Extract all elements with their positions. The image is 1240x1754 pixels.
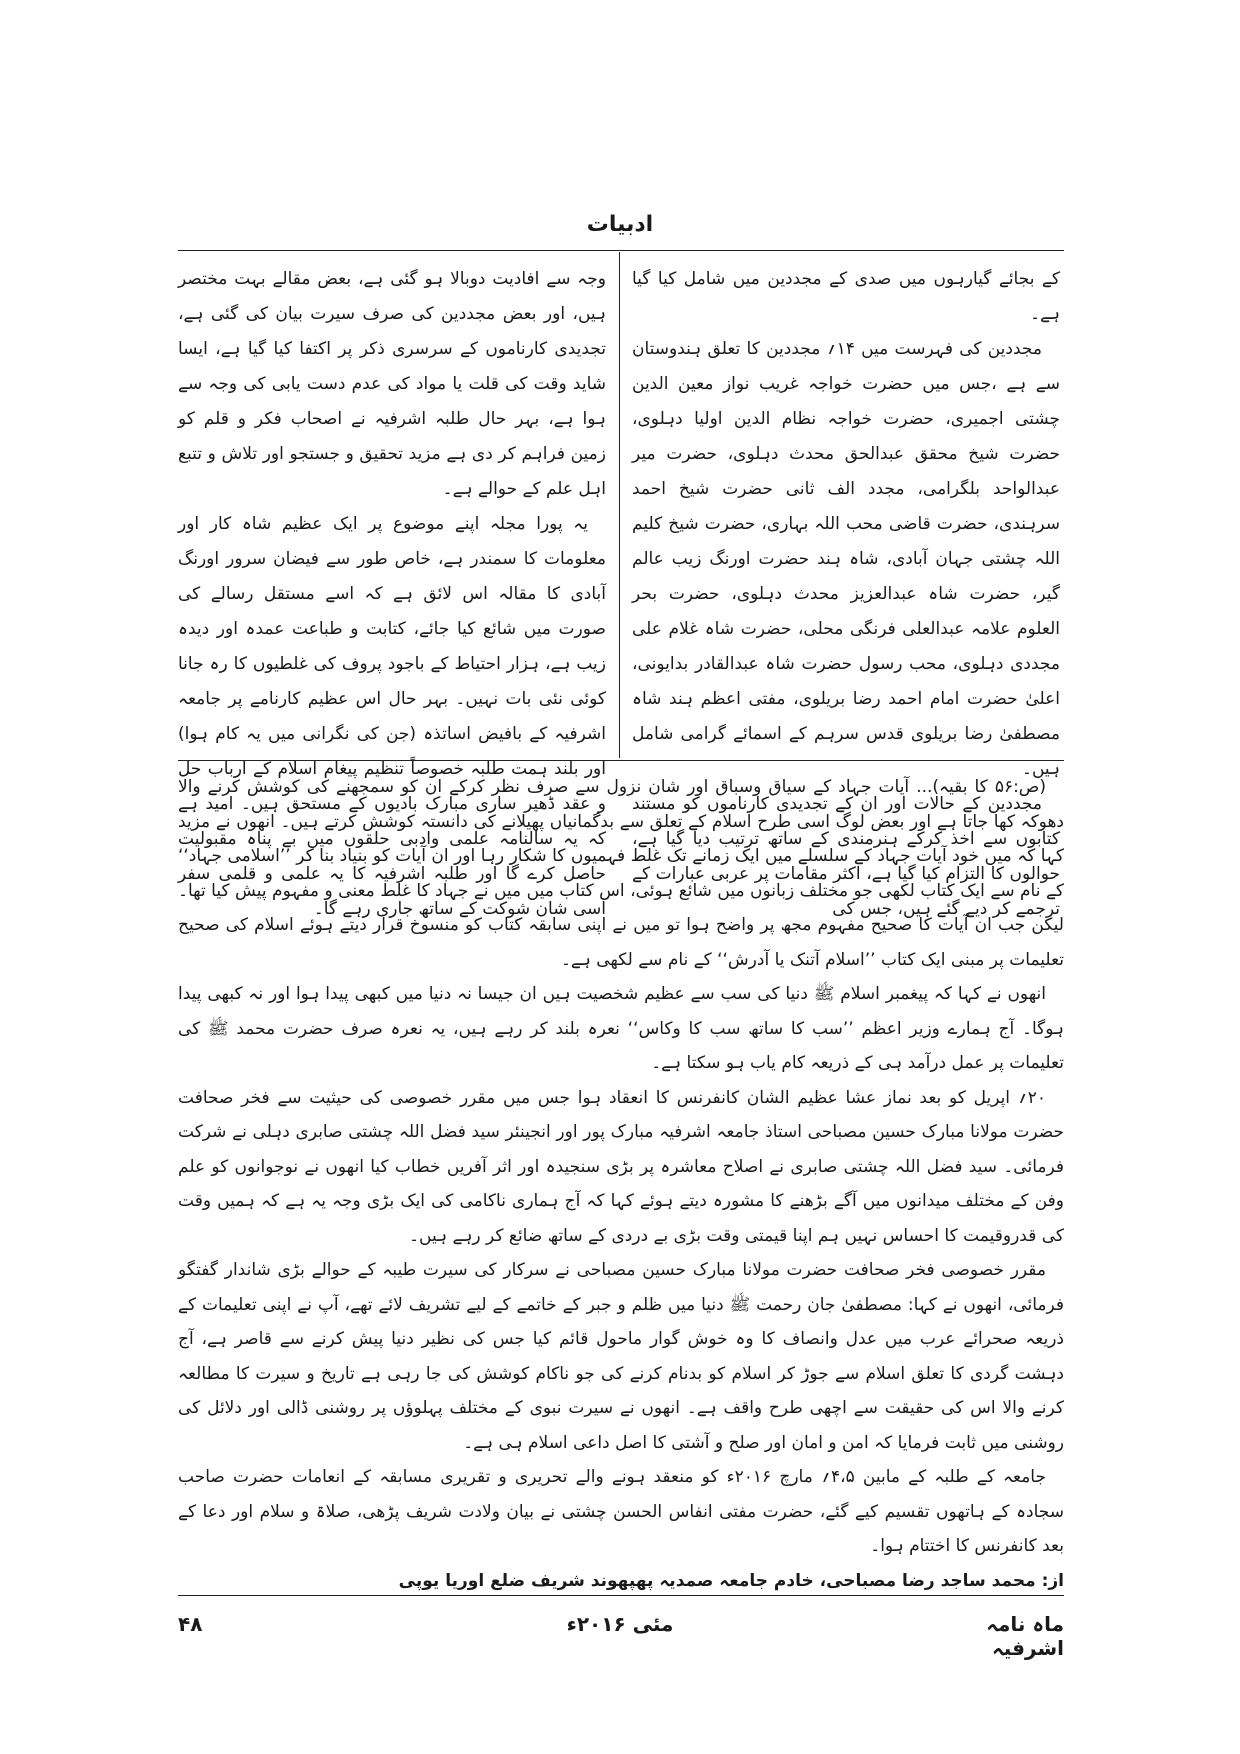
paragraph: مجددین کی فہرست میں ۱۴؍ مجددین کا تعلق ہندوستان سے ہے ،جس میں حضرت خواجہ غریب نواز معین الدین چشتی اجمیری، حضرت خواجہ نظام الدین اولیا دہلوی، حضرت شیخ محقق عبدالحق محدث دہلوی، حضرت میر عبدالواحد بلگرامی، مجدد الف ثانی حضرت شیخ احمد سرہندی، حضرت قاضی محب اللہ بہاری، حضرت شیخ کلیم اللہ چشتی جہان آبادی، شاہ ہند حضرت اورنگ زیب عالم گیر، حضرت شاہ عبدالعزیز محدث دہلوی، حضرت بحر العلوم علامہ عبدالعلی فرنگی محلی، حضرت شاہ غلام علی مجددی دہلوی، محب رسول حضرت شاہ عبدالقادر بدایونی، اعلیٰ حضرت امام احمد رضا بریلوی، مفتی اعظم ہند شاہ مصطفیٰ رضا بریلوی قدس سرہم کے اسمائے گرامی شامل ہیں۔	[632, 339, 1060, 779]
paragraph: (ص:۵۶ کا بقیہ)... آیات جہاد کے سیاق وسباق اور شان نزول سے صرف نظر کرکے ان کو سمجھنے کی کوشش کرنے والا دھوکہ کھا جاتا ہے اور بعض لوگ اسی طرح اسلام کے تعلق سے بدگمانیاں پھیلانے کی دانستہ کوشش کرتے ہیں۔ انھوں نے مزید کہا کہ میں خود آیات جہاد کے سلسلے میں ایک زمانے تک غلط فہمیوں کا شکار رہا اور ان آیات کو بنیاد بنا کر ’’اسلامی جہاد‘‘ کے نام سے ایک کتاب لکھی جو مختلف زبانوں میں شائع ہوئی، اس کتاب میں میں نے جہاد کا غلط معنی و مفہوم پیش کیا تھا۔ لیکن جب ان آیات کا صحیح مفہوم مجھ پر واضح ہوا تو میں نے اپنی سابقہ کتاب کو منسوخ قرار دیتے ہوئے اسلام کی صحیح تعلیمات پر مبنی ایک کتاب ’’اسلام آتنک یا آدرش‘‘ کے نام سے لکھی ہے۔	[178, 777, 1064, 970]
continuation-article	[178, 770, 1064, 1598]
paragraph: یہ پورا مجلہ اپنے موضوع پر ایک عظیم شاہ کار اور معلومات کا سمندر ہے، خاص طور سے فیضان سرور اورنگ آبادی کا مقالہ اس لائق ہے کہ اسے مستقل رسالے کی صورت میں شائع کیا جائے، کتابت و طباعت عمدہ اور دیدہ زیب ہے، ہزار احتیاط کے باجود پروف کی غلطیوں کا رہ جانا کوئی نئی بات نہیں۔ بہر حال اس عظیم کارنامے پر جامعہ اشرفیہ کے بافیض اساتذہ (جن کی نگرانی میں یہ کام ہوا) اور بلند ہمت طلبہ خصوصاً تنظیم پیغام اسلام کے ارباب حل و عقد ڈھیر ساری مبارک بادیوں کے مستحق ہیں۔ امید ہے کہ یہ سالنامہ علمی وادبی حلقوں میں بے پناہ مقبولیت حاصل کرے گا اور طلبہ اشرفیہ کا یہ علمی و قلمی سفر اسی شان شوکت کے ساتھ جاری رہے گا۔	[178, 514, 606, 919]
paragraph: کے بجائے گیارہوں میں صدی کے مجددین میں شامل کیا گیا ہے۔	[632, 269, 1060, 324]
footer-rule	[178, 1595, 1064, 1596]
column-divider	[619, 252, 620, 758]
paragraph: جامعہ کے طلبہ کے مابین ۴،۵؍ مارچ ۲۰۱۶ء کو منعقد ہونے والے تحریری و تقریری مسابقہ کے انعامات حضرت صاحب سجادہ کے ہاتھوں تقسیم کیے گئے، حضرت مفتی انفاس الحسن چشتی نے بیان ولادت شریف پڑھی، صلاۃ و سلام اور دعا کے بعد کانفرنس کا اختتام ہوا۔	[178, 1467, 1064, 1556]
issue-date: مئی ۲۰۱۶ء	[566, 1612, 674, 1636]
section-rule	[178, 760, 1064, 761]
magazine-name: ماہ نامہ اشرفیہ	[986, 1612, 1064, 1660]
paragraph: انھوں نے کہا کہ پیغمبر اسلام ﷺ دنیا کی سب سے عظیم شخصیت ہیں ان جیسا نہ دنیا میں کبھی پیدا ہوا اور نہ کبھی پیدا ہوگا۔ آج ہمارے وزیر اعظم ’’سب کا ساتھ سب کا وکاس‘‘ نعرہ بلند کر رہے ہیں، یہ نعرہ صرف حضرت محمد ﷺ کی تعلیمات پر عمل درآمد ہی کے ذریعہ کام یاب ہو سکتا ہے۔	[178, 984, 1064, 1073]
section-title: ادبیات	[586, 212, 654, 237]
author-credit: از: محمد ساجد رضا مصباحی، خادم جامعہ صمدیہ پھپھوند شریف ضلع اوریا یوپی	[398, 1570, 1064, 1591]
paragraph: ۲۰؍ اپریل کو بعد نماز عشا عظیم الشان کانفرنس کا انعقاد ہوا جس میں مقرر خصوصی کی حیثیت سے فخر صحافت حضرت مولانا مبارک حسین مصباحی استاذ جامعہ اشرفیہ مبارک پور اور انجینئر سید فضل اللہ چشتی صابری دہلی نے شرکت فرمائی۔ سید فضل اللہ چشتی صابری نے اصلاح معاشرہ پر بڑی سنجیدہ اور اثر آفریں خطاب کیا انھوں نے نوجوانوں کو علم وفن کے مختلف میدانوں میں آگے بڑھنے کا مشورہ دیتے ہوئے کہا کہ آج ہماری ناکامی کی ایک بڑی وجہ یہ ہے کہ ہمیں وقت کی قدروقیمت کا احساس نہیں ہم اپنا قیمتی وقت بڑی بے دردی کے ساتھ ضائع کر رہے ہیں۔	[178, 1087, 1064, 1246]
paragraph: مجددین کے حالات اور ان کے تجدیدی کارناموں کو مستند کتابوں سے اخذ کرکے ہنرمندی کے ساتھ ترتیب دیا گیا ہے، حوالوں کا التزام کیا گیا ہے، اکثر مقامات پر عربی عبارات کے ترجمے کر دیے گئے ہیں، جس کی	[632, 794, 1060, 919]
header-rule	[178, 250, 1064, 251]
paragraph: وجہ سے افادیت دوبالا ہو گئی ہے، بعض مقالے بہت مختصر ہیں، اور بعض مجددین کی صرف سیرت بیان کی گئی ہے، تجدیدی کارناموں کے سرسری ذکر پر اکتفا کیا گیا ہے، ایسا شاید وقت کی قلت یا مواد کی عدم دست یابی کی وجہ سے ہوا ہے، بہر حال طلبہ اشرفیہ نے اصحاب فکر و قلم کو زمین فراہم کر دی ہے مزید تحقیق و جستجو اور تلاش و تتبع اہل علم کے حوالے ہے۔	[178, 269, 606, 499]
page-number: ۴۸	[178, 1612, 203, 1636]
paragraph: مقرر خصوصی فخر صحافت حضرت مولانا مبارک حسین مصباحی نے سرکار کی سیرت طیبہ کے حوالے بڑی شاندار گفتگو فرمائی، انھوں نے کہا: مصطفیٰ جان رحمت ﷺ دنیا میں ظلم و جبر کے خاتمے کے لیے تشریف لائے تھے، آپ نے اپنی تعلیمات کے ذریعہ صحرائے عرب میں عدل وانصاف کا وہ خوش گوار ماحول قائم کیا جس کی نظیر دنیا پیش کرنے سے قاصر ہے، آج دہشت گردی کا تعلق اسلام سے جوڑ کر اسلام کو بدنام کرنے کی جو ناکام کوشش کی جا رہی ہے تاریخ و سیرت کا مطالعہ کرنے والا اس کی حقیقت سے اچھی طرح واقف ہے۔ انھوں نے سیرت نبوی کے مختلف پہلوؤں پر روشنی ڈالی اور دلائل کی روشنی میں ثابت فرمایا کہ امن و امان اور صلح و آشتی کا اصل داعی اسلام ہی ہے۔	[178, 1260, 1064, 1453]
